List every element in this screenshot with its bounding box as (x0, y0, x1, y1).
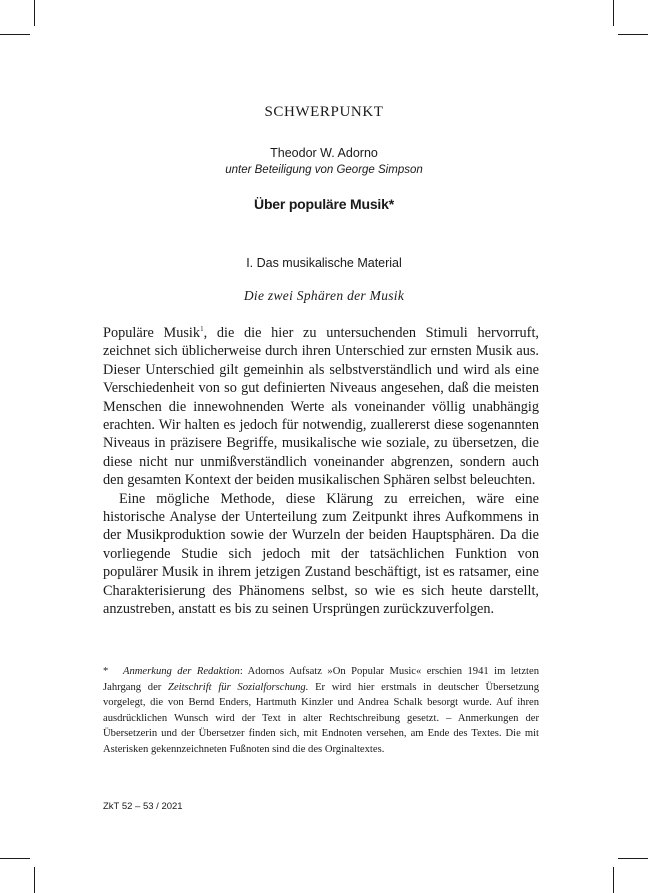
crop-mark-top-left-vertical (34, 0, 35, 26)
footnote-journal: Zeitschrift für Sozialforschung. (168, 681, 309, 693)
crop-mark-top-right-vertical (613, 0, 614, 26)
chapter-subheading: Die zwei Sphären der Musik (243, 288, 405, 303)
page-folio: ZkT 52 – 53 / 2021 (103, 801, 183, 812)
author-name: Theodor W. Adorno (270, 146, 378, 160)
article-title: Über populäre Musik* (254, 196, 394, 212)
body-text (103, 324, 539, 619)
contributor-line: unter Beteiligung von George Simpson (225, 164, 423, 176)
footnote-label: Anmerkung der Redaktion (123, 666, 240, 677)
crop-mark-bottom-right-horizontal (618, 858, 648, 859)
crop-mark-bottom-left-vertical (34, 867, 35, 893)
paragraph-1 (103, 324, 539, 490)
crop-mark-top-right-horizontal (618, 34, 648, 35)
crop-mark-top-left-horizontal (0, 34, 30, 35)
footnote-text-1: : Adornos Aufsatz »On Popular Music« erschien 1941 im letzten Jahrgang der (103, 666, 539, 693)
footnote (103, 664, 539, 758)
footnote-marker: * (103, 666, 109, 677)
footnote-text-2: Er wird hier erstmals in deutscher Übersetzung vorgelegt, die von Bernd Enders, Hartmuth Kinzler und Andrea Schalk besorgt wurde. Auf ihren ausdrücklichen Wunsch wird der Text in alter Rechtschreibung gesetzt. – Anmerkungen der Übersetzerin und der Übersetzer finden sich, mit Endnoten versehen, am Ende des Textes. Die mit Asterisken gekennzeichneten Fußnoten sind die des Orginaltextes. (103, 681, 539, 755)
endnote-marker[interactable]: 1 (200, 325, 204, 333)
paragraph-2: Eine mögliche Methode, diese Klärung zu erreichen, wäre eine historische Analyse der Unterteilung zum Zeitpunkt ihres Aufkommens in der Musikproduktion sowie der Wurzeln der beiden Hauptsphären. Da die vorliegende Studie sich jedoch mit der tatsächlichen Funktion von populärer Musik in ihrem jetzigen Zustand beschäftigt, ist es ratsamer, eine Charakterisierung des Phänomens selbst, so wie es sich heute darstellt, anzustreben, anstatt es bis zu seinen Ursprüngen zurückzuverfolgen. (103, 490, 539, 618)
chapter-heading: I. Das musikalische Material (246, 256, 402, 270)
paragraph-1-rest: , die die hier zu untersuchenden Stimuli hervorruft, zeichnet sich üblicherweise durch ihren Unterschied zur ernsten Musik aus. Dieser Unterschied gilt gemeinhin als selbstverständlich und wird als eine Verschiedenheit von so gut definierten Niveaus angesehen, daß die meisten Menschen die innewohnenden Werte als voneinander völlig unabhängig erachten. Wir halten es jedoch für notwendig, zuallererst diese sogenannten Niveaus in präzisere Begriffe, musikalische wie soziale, zu übersetzen, die diese nicht nur unmißverständlich voneinander abgrenzen, sondern auch den gesamten Kontext der beiden musikalischen Sphären selbst beleuchten. (103, 325, 539, 489)
section-label: SCHWERPUNKT (264, 104, 384, 120)
crop-mark-bottom-right-vertical (613, 867, 614, 893)
crop-mark-bottom-left-horizontal (0, 858, 30, 859)
paragraph-1-start: Populäre Musik (103, 325, 201, 341)
